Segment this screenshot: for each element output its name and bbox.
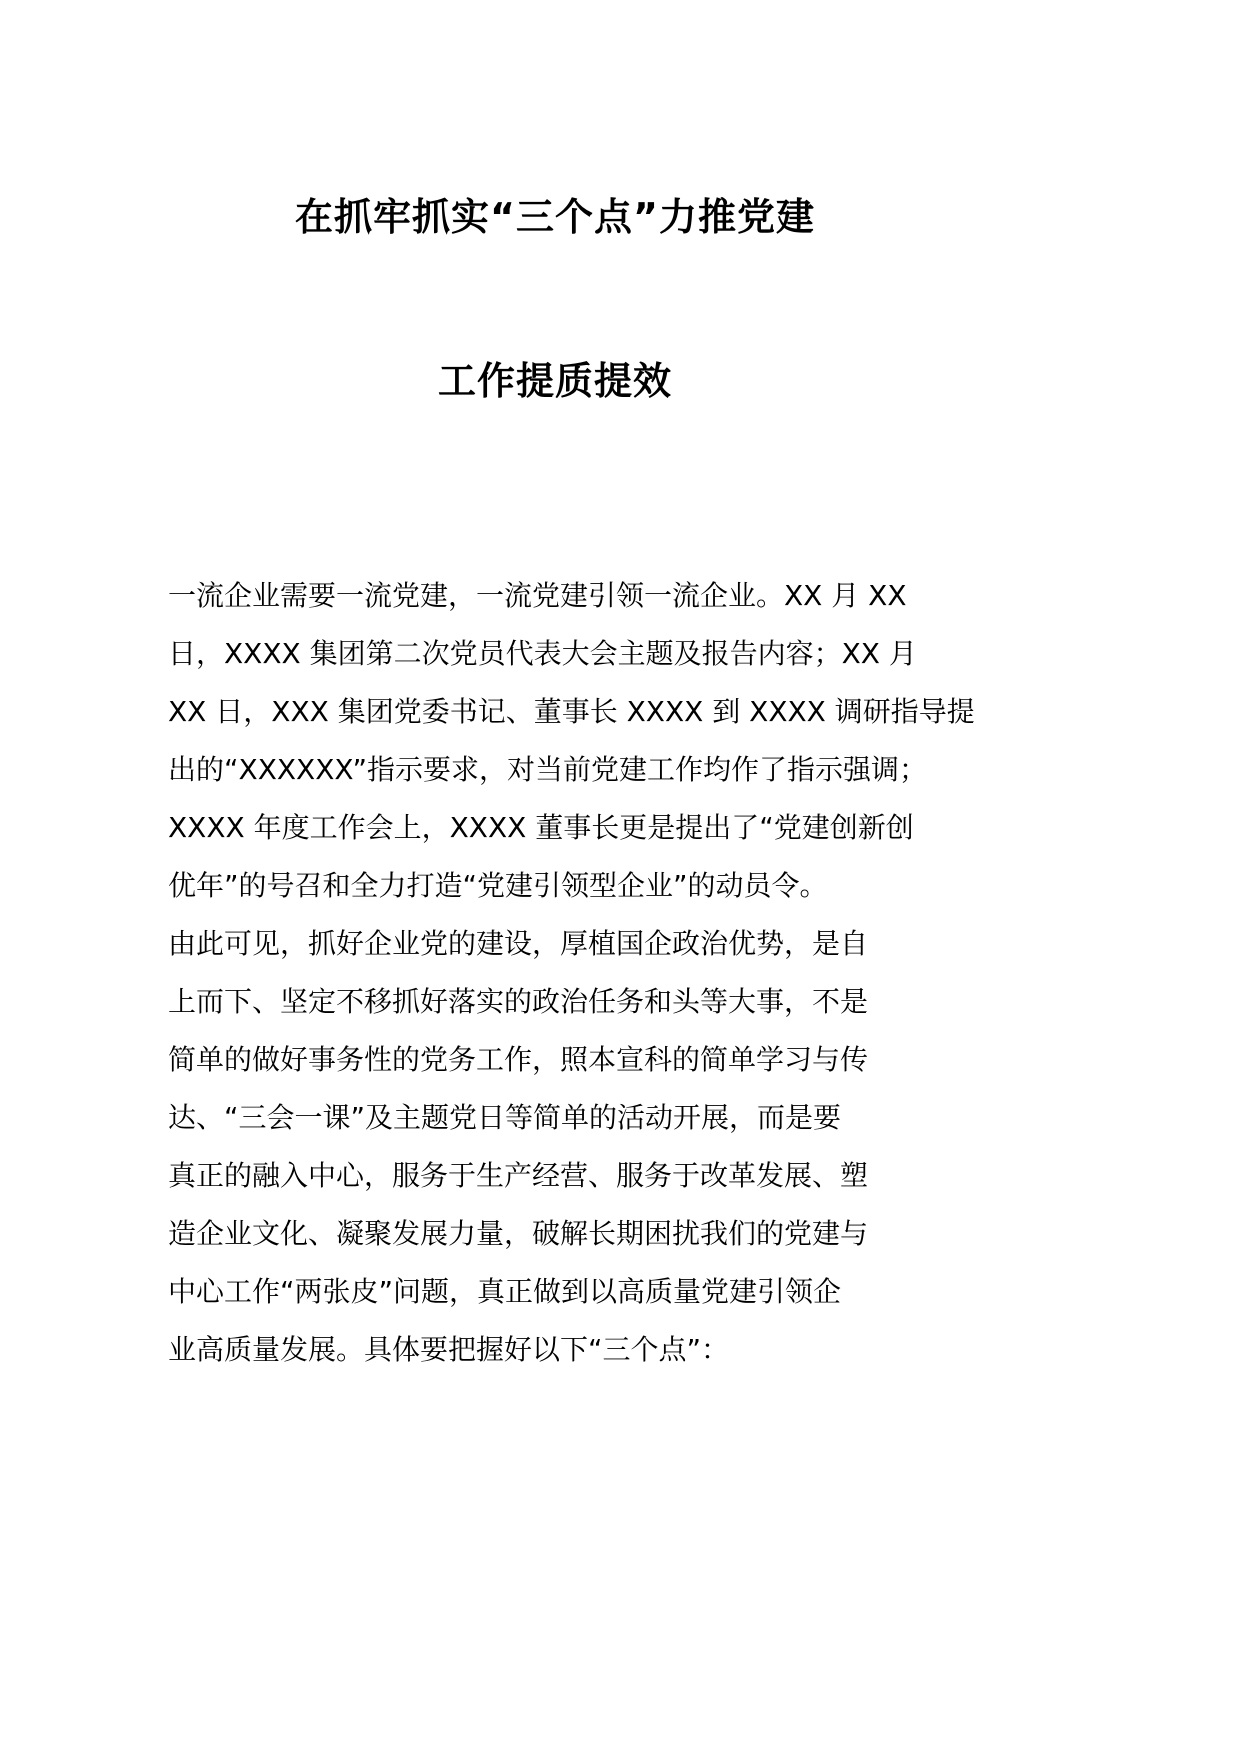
body-line: 上而下、坚定不移抓好落实的政治任务和头等大事，不是 xyxy=(168,985,869,1018)
body-line: 业高质量发展。具体要把握好以下“三个点”： xyxy=(168,1333,730,1366)
body-line: 优年”的号召和全力打造“党建引领型企业”的动员令。 xyxy=(168,869,828,902)
body-line: 由此可见，抓好企业党的建设，厚植国企政治优势，是自 xyxy=(168,927,869,960)
body-line: 达、“三会一课”及主题党日等简单的活动开展，而是要 xyxy=(168,1101,842,1134)
body-line: 真正的融入中心，服务于生产经营、服务于改革发展、塑 xyxy=(168,1159,869,1192)
body-line: 日，XXXX 集团第二次党员代表大会主题及报告内容；XX 月 xyxy=(168,637,917,670)
body-line: 出的“XXXXXX”指示要求，对当前党建工作均作了指示强调； xyxy=(168,753,927,786)
body-line: XX 日，XXX 集团党委书记、董事长 XXXX 到 XXXX 调研指导提 xyxy=(168,695,975,728)
title-line-1: 在抓牢抓实“三个点”力推党建 xyxy=(295,195,815,239)
body-line: 一流企业需要一流党建，一流党建引领一流企业。XX 月 XX xyxy=(168,579,907,612)
body-line: XXXX 年度工作会上，XXXX 董事长更是提出了“党建创新创 xyxy=(168,811,914,844)
body-line: 造企业文化、凝聚发展力量，破解长期困扰我们的党建与 xyxy=(168,1217,869,1250)
body-line: 简单的做好事务性的党务工作，照本宣科的简单学习与传 xyxy=(168,1043,869,1076)
body-line: 中心工作“两张皮”问题，真正做到以高质量党建引领企 xyxy=(168,1275,842,1308)
title-line-2: 工作提质提效 xyxy=(437,359,672,403)
